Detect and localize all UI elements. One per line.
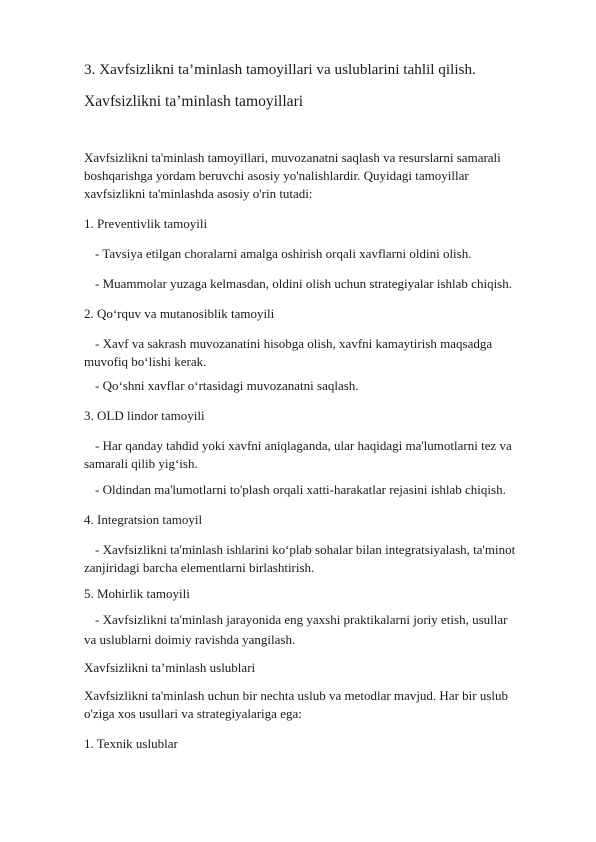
principle-3-bullet-1-line-1: - Har qanday tahdid yoki xavfni aniqlaganda, ular haqidagi ma'lumotlarni tez va — [95, 438, 512, 453]
principle-5-title: 5. Mohirlik tamoyili — [84, 586, 190, 601]
methods-intro-line-2: o'ziga xos usullari va strategiyalariga ega: — [84, 706, 302, 721]
intro-line-1: Xavfsizlikni ta'minlash tamoyillari, muvozanatni saqlash va resurslarni samarali — [84, 150, 501, 165]
principle-5-bullet-1-line-1: - Xavfsizlikni ta'minlash jarayonida eng yaxshi praktikalarni joriy etish, usullar — [95, 612, 508, 627]
intro-line-2: boshqarishga yordam beruvchi asosiy yo'nalishlardir. Quyidagi tamoyillar — [84, 168, 469, 183]
principle-3-bullet-1-line-2: samarali qilib yig‘ish. — [84, 456, 198, 471]
principle-2-bullet-1-line-1: - Xavf va sakrash muvozanatini hisobga olish, xavfni kamaytirish maqsadga — [95, 336, 493, 351]
principle-4-bullet-1-line-1: - Xavfsizlikni ta'minlash ishlarini ko‘plab sohalar bilan integratsiyalash, ta'minot — [95, 542, 516, 557]
principle-1-title: 1. Preventivlik tamoyili — [84, 216, 208, 231]
section-subheading: Xavfsizlikni ta’minlash tamoyillari — [84, 93, 304, 110]
principle-2-bullet-1-line-2: muvofiq bo‘lishi kerak. — [84, 354, 207, 369]
principle-1-bullet-1: - Tavsiya etilgan choralarni amalga oshirish orqali xavflarni oldini olish. — [95, 246, 472, 261]
methods-title: Xavfsizlikni ta’minlash uslublari — [84, 660, 256, 675]
principle-3-title: 3. OLD lindor tamoyili — [84, 408, 205, 423]
principle-2-bullet-2: - Qo‘shni xavflar o‘rtasidagi muvozanatni saqlash. — [95, 378, 359, 393]
principle-5-bullet-1-line-2: va uslublarni doimiy ravishda yangilash. — [84, 632, 296, 647]
principle-4-bullet-1-line-2: zanjiridagi barcha elementlarni birlashtirish. — [84, 560, 315, 575]
methods-intro-line-1: Xavfsizlikni ta'minlash uchun bir nechta uslub va metodlar mavjud. Har bir uslub — [84, 688, 509, 703]
principle-2-title: 2. Qo‘rquv va mutanosiblik tamoyili — [84, 306, 275, 321]
intro-line-3: xavfsizlikni ta'minlashda asosiy o'rin tutadi: — [84, 186, 313, 201]
section-heading: 3. Xavfsizlikni ta’minlash tamoyillari va uslublarini tahlil qilish. — [84, 61, 476, 78]
principle-3-bullet-2: - Oldindan ma'lumotlarni to'plash orqali xatti-harakatlar rejasini ishlab chiqish. — [95, 482, 506, 497]
method-1-title: 1. Texnik uslublar — [84, 736, 178, 751]
principle-1-bullet-2: - Muammolar yuzaga kelmasdan, oldini olish uchun strategiyalar ishlab chiqish. — [95, 276, 512, 291]
principle-4-title: 4. Integratsion tamoyil — [84, 512, 203, 527]
